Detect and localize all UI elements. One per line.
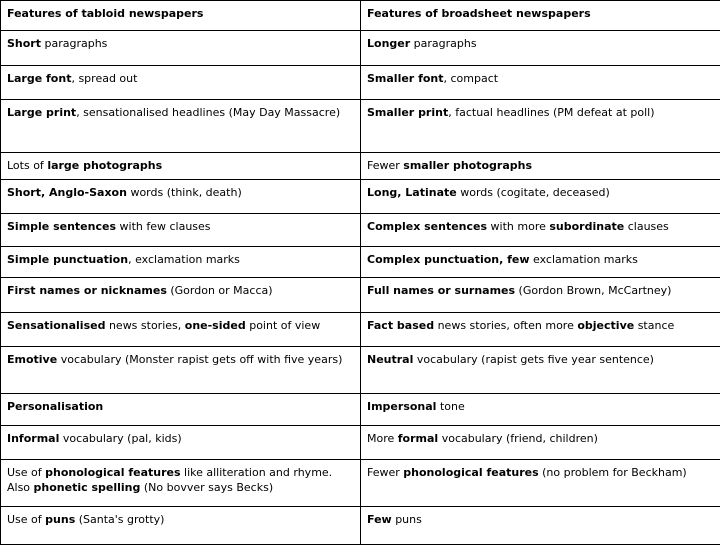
cell-text: news stories, often more (434, 319, 577, 332)
bold-term: Smaller font (367, 72, 444, 85)
bold-term: Impersonal (367, 400, 436, 413)
tabloid-cell (1, 180, 361, 214)
tabloid-cell (1, 100, 361, 153)
bold-term: Long, Latinate (367, 186, 457, 199)
tabloid-cell (1, 278, 361, 313)
table-row (1, 278, 720, 313)
cell-text: with more (487, 220, 549, 233)
bold-term: Complex sentences (367, 220, 487, 233)
cell-text: (no problem for Beckham) (539, 466, 687, 479)
table-row (1, 507, 720, 545)
cell-text: (No bovver says Becks) (140, 481, 273, 494)
cell-text: More (367, 432, 398, 445)
broadsheet-cell (361, 278, 720, 313)
cell-text: , exclamation marks (128, 253, 240, 266)
cell-text: vocabulary (friend, children) (438, 432, 598, 445)
bold-term: Few (367, 513, 392, 526)
cell-text: Lots of (7, 159, 47, 172)
bold-term: Sensationalised (7, 319, 105, 332)
cell-text: Fewer (367, 466, 403, 479)
broadsheet-cell (361, 180, 720, 214)
cell-text: puns (392, 513, 422, 526)
table-row (1, 426, 720, 460)
cell-text: paragraphs (41, 37, 107, 50)
table-row (1, 347, 720, 394)
bold-term: objective (577, 319, 634, 332)
cell-text: point of view (246, 319, 320, 332)
bold-term: Simple sentences (7, 220, 116, 233)
bold-term: Neutral (367, 353, 413, 366)
cell-text: (Gordon Brown, McCartney) (515, 284, 671, 297)
bold-term: First names or nicknames (7, 284, 167, 297)
bold-term: Complex punctuation, few (367, 253, 530, 266)
cell-text: , compact (444, 72, 499, 85)
table-row (1, 214, 720, 247)
header-row (1, 1, 720, 31)
table-row (1, 31, 720, 66)
cell-text: news stories, (105, 319, 184, 332)
bold-term: puns (45, 513, 75, 526)
broadsheet-cell (361, 247, 720, 278)
broadsheet-cell (361, 394, 720, 426)
table-row (1, 66, 720, 100)
cell-text: Use of (7, 513, 45, 526)
cell-text: vocabulary (Monster rapist gets off with five years) (57, 353, 342, 366)
tabloid-cell (1, 247, 361, 278)
cell-text: Use of (7, 466, 45, 479)
cell-text: , factual headlines (PM defeat at poll) (448, 106, 654, 119)
cell-text: words (think, death) (127, 186, 242, 199)
tabloid-cell (1, 313, 361, 347)
tabloid-cell (1, 426, 361, 460)
tabloid-cell (1, 394, 361, 426)
table-row (1, 394, 720, 426)
cell-text: tone (436, 400, 464, 413)
bold-term: Smaller print (367, 106, 448, 119)
broadsheet-cell (361, 426, 720, 460)
bold-term: Large font (7, 72, 71, 85)
bold-term: Simple punctuation (7, 253, 128, 266)
cell-text: Fewer (367, 159, 403, 172)
cell-text: like alliteration and rhyme. Also (7, 466, 332, 494)
bold-term: Personalisation (7, 400, 103, 413)
bold-term: Short (7, 37, 41, 50)
bold-term: subordinate (549, 220, 624, 233)
broadsheet-cell (361, 66, 720, 100)
header-tabloid: Features of tabloid newspapers (1, 1, 361, 31)
table-row (1, 460, 720, 507)
cell-text: (Santa's grotty) (75, 513, 164, 526)
tabloid-cell (1, 347, 361, 394)
tabloid-cell (1, 153, 361, 180)
table-row (1, 100, 720, 153)
table-row (1, 180, 720, 214)
bold-term: smaller photographs (403, 159, 532, 172)
bold-term: phonological features (45, 466, 180, 479)
tabloid-cell (1, 507, 361, 545)
bold-term: Short, Anglo-Saxon (7, 186, 127, 199)
bold-term: Emotive (7, 353, 57, 366)
broadsheet-cell (361, 347, 720, 394)
cell-text: stance (634, 319, 674, 332)
bold-term: Longer (367, 37, 410, 50)
broadsheet-cell (361, 100, 720, 153)
bold-term: one-sided (185, 319, 246, 332)
table-row (1, 313, 720, 347)
tabloid-cell (1, 214, 361, 247)
cell-text: , sensationalised headlines (May Day Massacre) (76, 106, 340, 119)
cell-text: , spread out (71, 72, 137, 85)
bold-term: formal (398, 432, 438, 445)
bold-term: Fact based (367, 319, 434, 332)
broadsheet-cell (361, 31, 720, 66)
bold-term: large photographs (47, 159, 162, 172)
cell-text: exclamation marks (530, 253, 638, 266)
broadsheet-cell (361, 460, 720, 507)
cell-text: vocabulary (rapist gets five year sentence) (413, 353, 654, 366)
tabloid-cell (1, 66, 361, 100)
cell-text: with few clauses (116, 220, 211, 233)
tabloid-cell (1, 31, 361, 66)
bold-term: phonetic spelling (34, 481, 141, 494)
table-row (1, 247, 720, 278)
broadsheet-cell (361, 153, 720, 180)
header-broadsheet: Features of broadsheet newspapers (361, 1, 720, 31)
broadsheet-cell (361, 507, 720, 545)
bold-term: phonological features (403, 466, 538, 479)
broadsheet-cell (361, 214, 720, 247)
bold-term: Full names or surnames (367, 284, 515, 297)
cell-text: clauses (624, 220, 669, 233)
bold-term: Large print (7, 106, 76, 119)
bold-term: Informal (7, 432, 59, 445)
broadsheet-cell (361, 313, 720, 347)
cell-text: paragraphs (410, 37, 476, 50)
cell-text: (Gordon or Macca) (167, 284, 273, 297)
cell-text: words (cogitate, deceased) (457, 186, 610, 199)
tabloid-cell (1, 460, 361, 507)
cell-text: vocabulary (pal, kids) (59, 432, 181, 445)
table-row (1, 153, 720, 180)
